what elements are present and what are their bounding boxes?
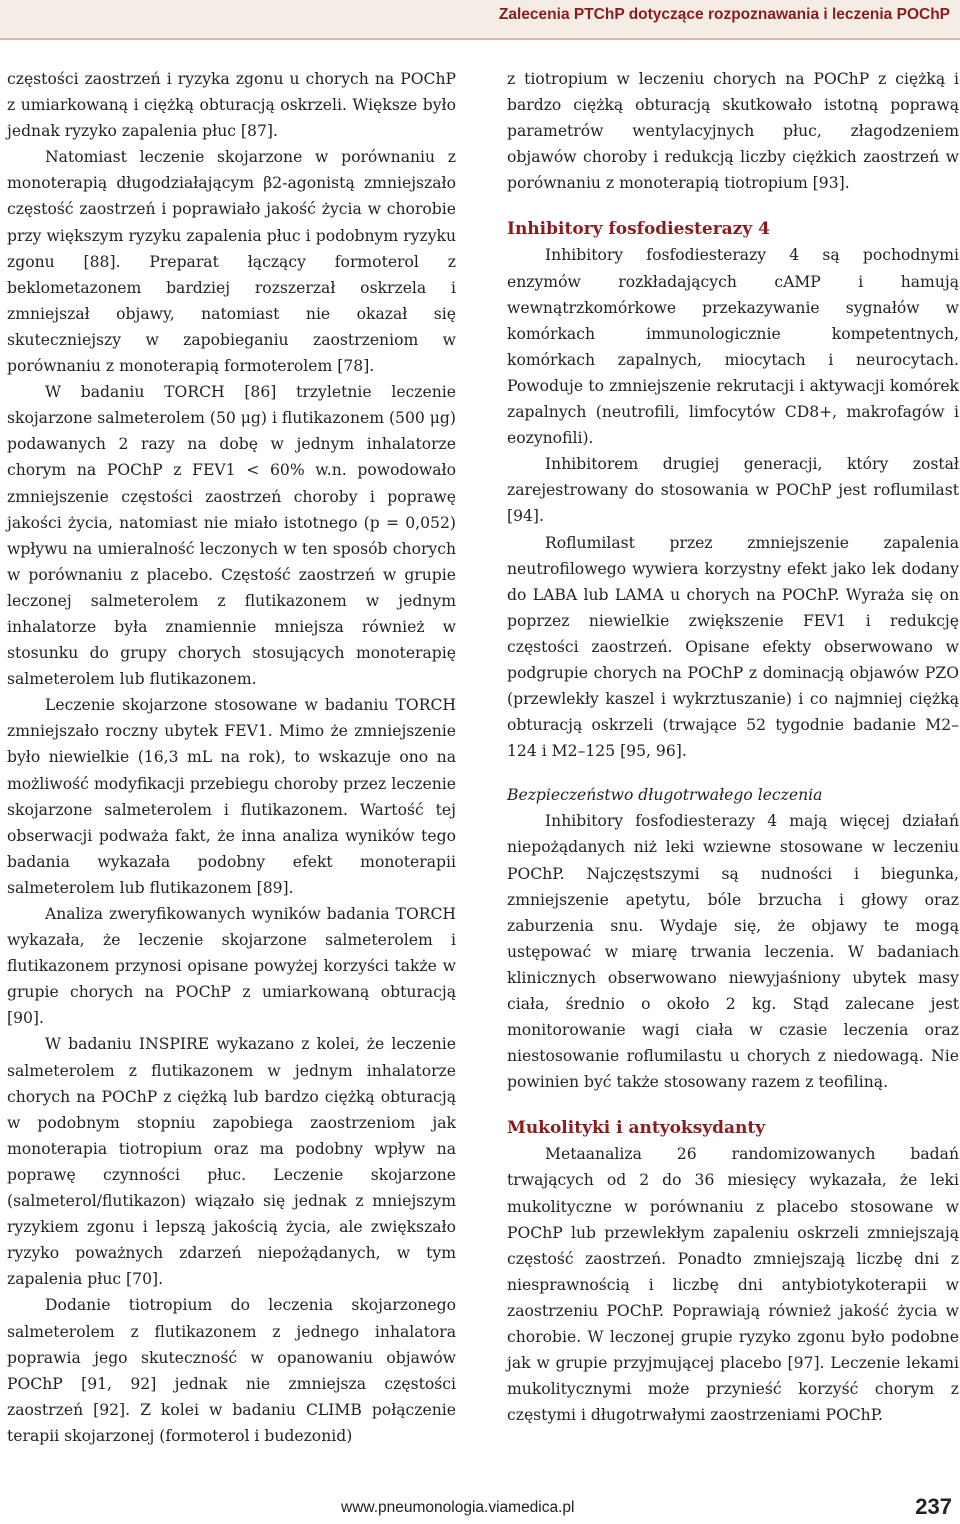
paragraph: Metaanaliza 26 randomizowanych badań trwających od 2 do 36 miesięcy wykazała, że leki mukolityczne w porównaniu z placebo stosowane w POChP lub przewlekłym zapaleniu oskrzeli zmniejszają częstość zaostrzeń. Ponadto zmniejszają liczbę dni z niesprawnością i liczbę dni antybiotykoterapii w zaostrzeniu POChP. Poprawiają również jakość życia w chorobie. W leczonej grupie ryzyko zgonu było podobne jak w grupie przyjmującej placebo [97]. Leczenie lekami mukolitycznymi może przynieść korzyść chorym z częstymi i długotrwałymi zaostrzeniami POChP. xyxy=(507,1145,959,1425)
running-header xyxy=(0,0,960,40)
paragraph: Analiza zweryfikowanych wyników badania TORCH wykazała, że leczenie skojarzone salmeterolem i flutikazonem przynosi opisane powyżej korzyści także w grupie chorych na POChP z umiarkowaną obturacją [90]. xyxy=(7,905,456,1028)
paragraph: Inhibitory fosfodiesterazy 4 mają więcej działań niepożądanych niż leki wziewne stosowane w leczeniu POChP. Najczęstszymi są nudności i biegunka, zmniejszenie apetytu, bóle brzucha i głowy oraz zaburzenia snu. Wydaje się, że objawy te mogą ustępować w miarę trwania leczenia. W badaniach klinicznych obserwowano niewyjaśniony ubytek masy ciała, średnio o około 2 kg. Stąd zalecane jest monitorowanie wagi ciała w czasie leczenia oraz niestosowanie roflumilastu u chorych z niedowagą. Nie powinien być także stosowany razem z teofiliną. xyxy=(507,812,959,1092)
paragraph: W badaniu TORCH [86] trzyletnie leczenie skojarzone salmeterolem (50 μg) i flutikazonem (500 μg) podawanych 2 razy na dobę w jednym inhalatorze chorym na POChP z FEV1 < 60% w.n. powodowało zmniejszenie częstości zaostrzeń choroby i poprawę jakości życia, natomiast nie miało istotnego (p = 0,052) wpływu na umieralność leczonych w ten sposób chorych w porównaniu z placebo. Częstość zaostrzeń w grupie leczonej salmeterolem z flutikazonem w jednym inhalatorze była znamiennie mniejsza również w stosunku do grupy chorych stosujących monoterapię salmeterolem lub flutikazonem. xyxy=(7,383,456,689)
journal-url: www.pneumonologia.viamedica.pl xyxy=(341,1499,575,1516)
paragraph: Inhibitory fosfodiesterazy 4 są pochodnymi enzymów rozkładających cAMP i hamują wewnątrzkomórkowe przekazywanie sygnałów w komórkach immunologicznie kompetentnych, komórkach zapalnych, miocytach i neurocytach. Powoduje to zmniejszenie rekrutacji i aktywacji komórek zapalnych (neutrofili, limfocytów CD8+, makrofagów i eozynofili). xyxy=(507,246,959,448)
paragraph: Leczenie skojarzone stosowane w badaniu TORCH zmniejszało roczny ubytek FEV1. Mimo że zmniejszenie było niewielkie (16,3 mL na rok), to wskazuje ono na możliwość modyfikacji przebiegu choroby przez leczenie skojarzone salmeterolem i flutikazonem. Wartość tej obserwacji podważa fakt, że inna analiza wyników tego badania wykazała podobny efekt monoterapii salmeterolem lub flutikazonem [89]. xyxy=(7,696,456,897)
paragraph: częstości zaostrzeń i ryzyka zgonu u chorych na POChP z umiarkowaną i ciężką obturacją oskrzeli. Większe było jednak ryzyko zapalenia płuc [87]. xyxy=(7,70,456,141)
running-title: Zalecenia PTChP dotyczące rozpoznawania i leczenia POChP xyxy=(498,6,950,23)
paragraph: Dodanie tiotropium do leczenia skojarzonego salmeterolem z flutikazonem z jednego inhalatora poprawia jego skuteczność w opanowaniu objawów POChP [91, 92] jednak nie zmniejsza częstości zaostrzeń [92]. Z kolei w badaniu CLIMB połączenie terapii skojarzonej (formoterol i budezonid) xyxy=(7,1296,456,1445)
page-number: 237 xyxy=(915,1494,952,1519)
subsection-heading-safety: Bezpieczeństwo długotrwałego leczenia xyxy=(507,786,823,805)
section-heading-mucolytics: Mukolityki i antyoksydanty xyxy=(507,1118,766,1139)
paragraph: Roflumilast przez zmniejszenie zapalenia neutrofilowego wywiera korzystny efekt jako lek dodany do LABA lub LAMA u chorych na POChP. Wyraża się on poprzez niewielkie zwiększenie FEV1 i redukcję częstości zaostrzeń. Opisane efekty obserwowano w podgrupie chorych na POChP z dominacją objawów PZO (przewlekły kaszel i wykrztuszanie) i co najmniej ciężką obturacją oskrzeli (trwające 52 tygodnie badanie M2–124 i M2–125 [95, 96]. xyxy=(507,533,959,761)
paragraph: z tiotropium w leczeniu chorych na POChP z ciężką i bardzo ciężką obturacją skutkowało istotną poprawą parametrów wentylacyjnych płuc, złagodzeniem objawów choroby i redukcją liczby ciężkich zaostrzeń w porównaniu z monoterapią tiotropium [93]. xyxy=(507,70,959,193)
paragraph: Inhibitorem drugiej generacji, który został zarejestrowany do stosowania w POChP jest roflumilast [94]. xyxy=(507,455,959,526)
left-column xyxy=(7,66,456,1449)
section-heading-pde4: Inhibitory fosfodiesterazy 4 xyxy=(507,219,770,240)
paragraph: W badaniu INSPIRE wykazano z kolei, że leczenie salmeterolem z flutikazonem w jednym inhalatorze chorych na POChP z ciężką lub bardzo ciężką obturacją w podobnym stopniu zapobiega zaostrzeniom jak monoterapia tiotropium oraz ma podobny wpływ na poprawę czynności płuc. Leczenie skojarzone (salmeterol/flutikazon) wiązało się jednak z mniejszym ryzykiem zgonu i lepszą jakością życia, ale zwiększało ryzyko poważnych zdarzeń niepożądanych, w tym zapalenia płuc [70]. xyxy=(7,1035,456,1289)
right-column xyxy=(507,66,959,1428)
paragraph: Natomiast leczenie skojarzone w porównaniu z monoterapią długodziałającym β2-agonistą zmniejszało częstość zaostrzeń i poprawiało jakość życia w chorobie przy większym ryzyku zapalenia płuc i podobnym ryzyku zgonu [88]. Preparat łączący formoterol z beklometazonem bardziej rozszerzał oskrzela i zmniejszał objawy, natomiast nie okazał się skuteczniejszy w zapobieganiu zaostrzeniom w porównaniu z monoterapią formoterolem [78]. xyxy=(7,148,456,376)
